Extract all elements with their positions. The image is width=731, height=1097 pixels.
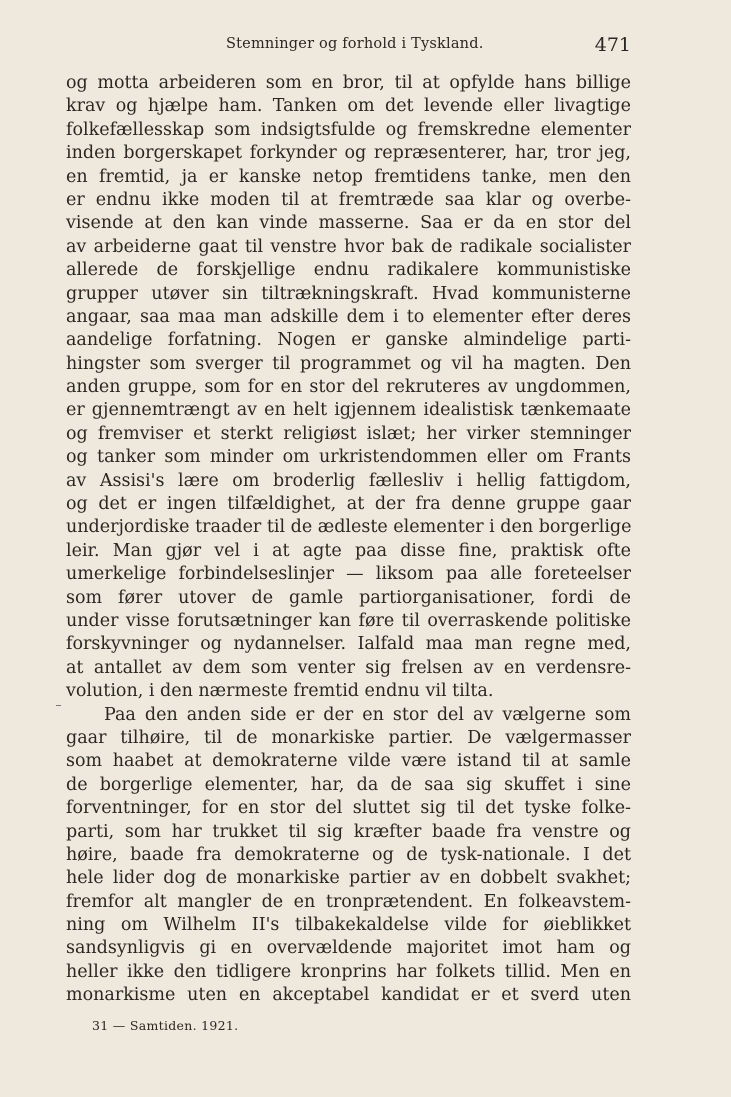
paragraph-2 [66, 704, 631, 1008]
text-line: monarkisme uten en akceptabel kandidat er et sverd uten [66, 985, 631, 1006]
text-line: leir. Man gjør vel i at agte paa disse fine, praktisk ofte [66, 540, 631, 561]
text-line: høire, baade fra demokraterne og de tysk-nationale. I det [66, 844, 631, 865]
text-line: angaar, saa maa man adskille dem i to elementer efter deres [66, 306, 631, 327]
text-line: Paa den anden side er der en stor del av vælgerne som [104, 704, 631, 725]
body-text [66, 72, 631, 1008]
text-line: inden borgerskapet forkynder og repræsenterer, har, tror jeg, [66, 143, 631, 164]
text-line: gaar tilhøire, til de monarkiske partier. De vælgermasser [66, 727, 631, 748]
text-line: parti, som har trukket til sig kræfter baade fra venstre og [66, 821, 631, 842]
text-line: som haabet at demokraterne vilde være istand til at samle [66, 751, 631, 772]
text-line: folkefællesskap som indsigtsfulde og fremskredne elementer [66, 119, 631, 140]
text-line: anden gruppe, som for en stor del rekruteres av ungdommen, [66, 377, 631, 398]
running-head [66, 34, 631, 58]
text-line: under visse forutsætninger kan føre til overraskende politiske [66, 610, 631, 631]
text-line: som fører utover de gamle partiorganisationer, fordi de [66, 587, 631, 608]
text-line: og tanker som minder om urkristendommen eller om Frants [66, 447, 631, 468]
text-line: at antallet av dem som venter sig frelsen av en verdensre- [66, 657, 631, 678]
text-line: krav og hjælpe ham. Tanken om det levende eller livagtige [66, 96, 631, 117]
text-line: av arbeiderne gaat til venstre hvor bak de radikale socialister [66, 236, 631, 257]
margin-mark [56, 700, 61, 706]
text-line: hele lider dog de monarkiske partier av en dobbelt svakhet; [66, 868, 631, 889]
text-line: volution, i den nærmeste fremtid endnu vil tilta. [66, 681, 494, 702]
text-line: av Assisi's lære om broderlig fællesliv i hellig fattigdom, [66, 470, 631, 491]
text-line: de borgerlige elementer, har, da de saa sig skuffet i sine [66, 774, 631, 795]
text-line: er endnu ikke moden til at fremtræde saa klar og overbe- [66, 189, 631, 210]
text-line: visende at den kan vinde masserne. Saa er da en stor del [66, 213, 631, 234]
text-line: og fremviser et sterkt religiøst islæt; her virker stemninger [66, 423, 631, 444]
running-head-title: Stemninger og forhold i Tyskland. [226, 36, 484, 52]
text-line: allerede de forskjellige endnu radikalere kommunistiske [66, 260, 631, 281]
text-line: aandelige forfatning. Nogen er ganske almindelige parti- [66, 330, 631, 351]
footer-signature: 31 — Samtiden. 1921. [92, 1018, 239, 1033]
text-line: sandsynligvis gi en overvældende majoritet imot ham og [66, 938, 631, 959]
text-line: en fremtid, ja er kanske netop fremtidens tanke, men den [66, 166, 631, 187]
text-line: fremfor alt mangler de en tronprætendent. En folkeavstem- [66, 891, 631, 912]
text-line: er gjennemtrængt av en helt igjennem idealistisk tænkemaate [66, 400, 631, 421]
text-line: forskyvninger og nydannelser. Ialfald maa man regne med, [66, 634, 631, 655]
text-line: heller ikke den tidligere kronprins har folkets tillid. Men en [66, 961, 631, 982]
text-line: hingster som sverger til programmet og vil ha magten. Den [66, 353, 631, 374]
text-line: ning om Wilhelm II's tilbakekaldelse vilde for øieblikket [66, 915, 631, 936]
paragraph-1 [66, 72, 631, 704]
text-line: umerkelige forbindelseslinjer — liksom paa alle foreteelser [66, 564, 631, 585]
text-line: og det er ingen tilfældighet, at der fra denne gruppe gaar [66, 494, 631, 515]
page-number: 471 [594, 34, 631, 56]
text-line: og motta arbeideren som en bror, til at opfylde hans billige [66, 73, 631, 93]
text-line: forventninger, for en stor del sluttet sig til det tyske folke- [66, 798, 631, 819]
text-line: underjordiske traader til de ædleste elementer i den borgerlige [66, 517, 632, 538]
text-line: grupper utøver sin tiltrækningskraft. Hvad kommunisterne [66, 283, 631, 304]
